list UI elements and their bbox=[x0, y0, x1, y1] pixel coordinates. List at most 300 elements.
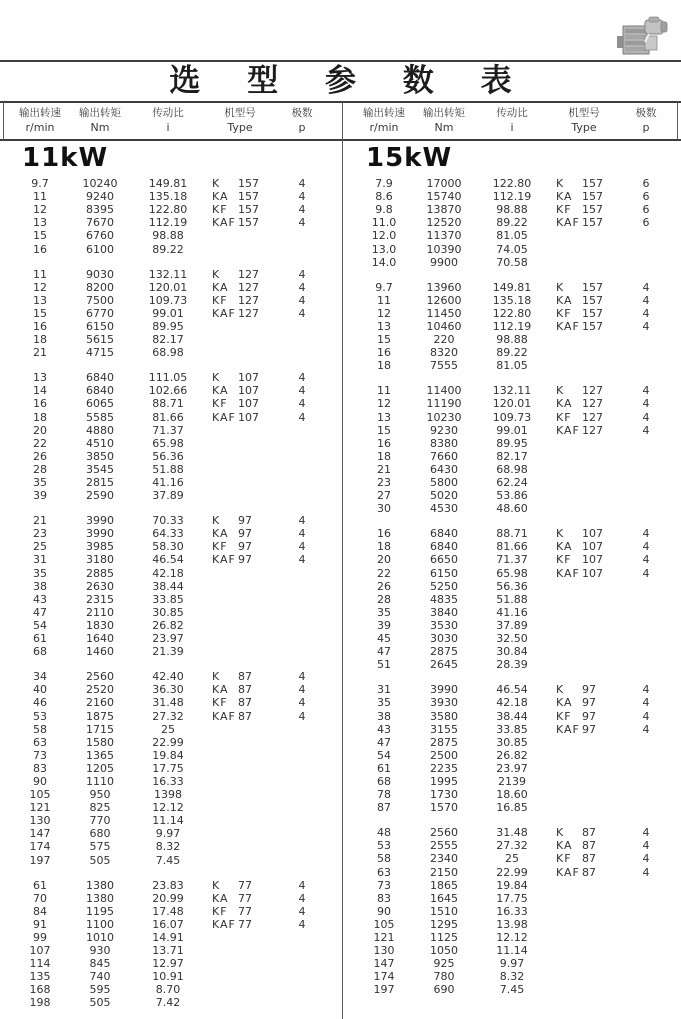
torque-cell: 845 bbox=[89, 957, 111, 971]
type-prefix-cell: K bbox=[212, 371, 221, 385]
table-row bbox=[356, 242, 681, 255]
poles-cell: 4 bbox=[642, 553, 650, 567]
power-heading-15kw: 15kW bbox=[366, 143, 453, 173]
torque-cell: 6840 bbox=[86, 371, 114, 385]
ratio-cell: 88.71 bbox=[496, 527, 528, 541]
speed-cell: 28 bbox=[33, 462, 47, 476]
torque-cell: 6840 bbox=[86, 384, 114, 398]
torque-cell: 1640 bbox=[86, 632, 114, 646]
torque-cell: 1865 bbox=[430, 878, 458, 892]
speed-cell: 68 bbox=[33, 645, 47, 659]
ratio-cell: 22.99 bbox=[152, 735, 184, 749]
section-15kw bbox=[342, 142, 681, 1019]
ratio-cell: 16.07 bbox=[152, 917, 184, 931]
ratio-cell: 8.70 bbox=[155, 983, 181, 997]
type-prefix-cell: KA bbox=[556, 696, 573, 710]
torque-cell: 1295 bbox=[430, 917, 458, 931]
ratio-cell: 89.22 bbox=[152, 242, 184, 256]
ratio-cell: 62.24 bbox=[496, 476, 528, 490]
col-header-type-unit: Type bbox=[227, 120, 253, 134]
torque-cell: 2235 bbox=[430, 761, 458, 775]
torque-cell: 690 bbox=[433, 983, 455, 997]
type-prefix-cell: KAF bbox=[556, 319, 580, 333]
speed-cell: 197 bbox=[373, 983, 395, 997]
torque-cell: 3155 bbox=[430, 722, 458, 736]
torque-cell: 9230 bbox=[430, 423, 458, 437]
torque-cell: 2875 bbox=[430, 645, 458, 659]
ratio-cell: 17.75 bbox=[152, 761, 184, 775]
col-header-ratio-unit: i bbox=[166, 120, 170, 134]
speed-cell: 18 bbox=[377, 359, 391, 373]
speed-cell: 15 bbox=[33, 306, 47, 320]
ratio-cell: 48.60 bbox=[496, 502, 528, 516]
table-row bbox=[12, 736, 342, 749]
type-prefix-cell: KA bbox=[212, 683, 229, 697]
ratio-cell: 120.01 bbox=[148, 280, 188, 294]
ratio-cell: 33.85 bbox=[152, 592, 184, 606]
torque-cell: 10460 bbox=[426, 319, 462, 333]
speed-cell: 35 bbox=[33, 476, 47, 490]
ratio-cell: 13.71 bbox=[152, 944, 184, 958]
table-row bbox=[12, 216, 342, 229]
poles-cell: 4 bbox=[642, 410, 650, 424]
poles-cell: 4 bbox=[298, 904, 306, 918]
type-prefix-cell: KA bbox=[556, 839, 573, 853]
type-size-cell: 97 bbox=[582, 696, 596, 710]
col-header-poles-unit: p bbox=[298, 120, 306, 134]
ratio-cell: 16.85 bbox=[496, 801, 528, 815]
col-header-torque bbox=[412, 106, 476, 135]
type-prefix-cell: K bbox=[212, 878, 221, 892]
ratio-cell: 25 bbox=[505, 852, 519, 866]
torque-cell: 13870 bbox=[426, 203, 462, 217]
ratio-cell: 89.22 bbox=[496, 346, 528, 360]
speed-cell: 15 bbox=[33, 229, 47, 243]
torque-cell: 575 bbox=[89, 840, 111, 854]
poles-cell: 4 bbox=[298, 384, 306, 398]
table-row bbox=[356, 892, 681, 905]
ratio-block bbox=[12, 371, 342, 502]
speed-cell: 121 bbox=[29, 801, 51, 815]
type-prefix-cell: KA bbox=[212, 190, 229, 204]
type-prefix-cell: KAF bbox=[556, 865, 580, 879]
torque-cell: 3990 bbox=[430, 683, 458, 697]
table-row bbox=[12, 983, 342, 996]
ratio-cell: 1398 bbox=[154, 788, 182, 802]
table-row bbox=[12, 723, 342, 736]
poles-cell: 4 bbox=[298, 553, 306, 567]
speed-cell: 73 bbox=[377, 878, 391, 892]
ratio-cell: 30.85 bbox=[496, 735, 528, 749]
speed-cell: 114 bbox=[29, 957, 51, 971]
torque-cell: 2815 bbox=[86, 476, 114, 490]
torque-cell: 3180 bbox=[86, 553, 114, 567]
torque-cell: 2875 bbox=[430, 735, 458, 749]
torque-cell: 12520 bbox=[426, 216, 462, 230]
speed-cell: 91 bbox=[33, 917, 47, 931]
table-row bbox=[12, 957, 342, 970]
ratio-cell: 120.01 bbox=[492, 397, 532, 411]
speed-cell: 16 bbox=[377, 527, 391, 541]
speed-cell: 13 bbox=[377, 319, 391, 333]
col-header-poles-zh: 极数 bbox=[635, 107, 657, 120]
torque-cell: 11190 bbox=[426, 397, 462, 411]
table-row bbox=[12, 580, 342, 593]
table-body bbox=[0, 142, 681, 1019]
table-row bbox=[356, 203, 681, 216]
torque-cell: 505 bbox=[89, 853, 111, 867]
torque-cell: 2885 bbox=[86, 566, 114, 580]
col-header-type-zh: 机型号 bbox=[224, 107, 256, 120]
table-row bbox=[12, 294, 342, 307]
ratio-block bbox=[12, 268, 342, 360]
torque-cell: 220 bbox=[433, 333, 455, 347]
type-size-cell: 107 bbox=[238, 410, 259, 424]
speed-cell: 53 bbox=[377, 839, 391, 853]
table-row bbox=[356, 788, 681, 801]
type-prefix-cell: K bbox=[556, 683, 565, 697]
torque-cell: 6430 bbox=[430, 462, 458, 476]
ratio-cell: 112.19 bbox=[492, 190, 532, 204]
ratio-block bbox=[356, 384, 681, 515]
poles-cell: 4 bbox=[298, 670, 306, 684]
ratio-cell: 68.98 bbox=[152, 346, 184, 360]
torque-cell: 13960 bbox=[426, 280, 462, 294]
table-row bbox=[356, 580, 681, 593]
type-size-cell: 127 bbox=[582, 397, 603, 411]
type-size-cell: 107 bbox=[582, 540, 603, 554]
poles-cell: 4 bbox=[642, 566, 650, 580]
poles-cell: 4 bbox=[642, 839, 650, 853]
table-row bbox=[12, 619, 342, 632]
type-size-cell: 87 bbox=[238, 670, 252, 684]
type-size-cell: 107 bbox=[582, 527, 603, 541]
ratio-cell: 41.16 bbox=[152, 476, 184, 490]
torque-cell: 5615 bbox=[86, 333, 114, 347]
ratio-cell: 38.44 bbox=[496, 709, 528, 723]
table-row bbox=[356, 463, 681, 476]
ratio-cell: 46.54 bbox=[496, 683, 528, 697]
type-prefix-cell: KF bbox=[556, 709, 572, 723]
torque-cell: 10230 bbox=[426, 410, 462, 424]
speed-cell: 147 bbox=[29, 827, 51, 841]
table-row bbox=[356, 307, 681, 320]
table-row bbox=[12, 489, 342, 502]
type-prefix-cell: KAF bbox=[556, 566, 580, 580]
table-row bbox=[12, 905, 342, 918]
table-row bbox=[356, 397, 681, 410]
table-row bbox=[12, 281, 342, 294]
speed-cell: 84 bbox=[33, 904, 47, 918]
speed-cell: 107 bbox=[29, 944, 51, 958]
torque-cell: 7670 bbox=[86, 216, 114, 230]
type-prefix-cell: KF bbox=[212, 540, 228, 554]
table-row bbox=[12, 514, 342, 527]
speed-cell: 12 bbox=[33, 280, 47, 294]
table-row bbox=[12, 996, 342, 1009]
speed-cell: 47 bbox=[377, 735, 391, 749]
type-prefix-cell: KA bbox=[212, 527, 229, 541]
col-header-torque bbox=[68, 106, 132, 135]
type-size-cell: 107 bbox=[582, 553, 603, 567]
table-row bbox=[356, 839, 681, 852]
ratio-block bbox=[12, 177, 342, 256]
ratio-cell: 70.58 bbox=[496, 255, 528, 269]
torque-cell: 1010 bbox=[86, 931, 114, 945]
ratio-cell: 23.97 bbox=[152, 632, 184, 646]
torque-cell: 1730 bbox=[430, 788, 458, 802]
ratio-cell: 21.39 bbox=[152, 645, 184, 659]
type-prefix-cell: K bbox=[212, 267, 221, 281]
power-heading-11kw: 11kW bbox=[22, 143, 109, 173]
type-prefix-cell: K bbox=[212, 670, 221, 684]
table-row bbox=[12, 540, 342, 553]
type-size-cell: 107 bbox=[582, 566, 603, 580]
torque-cell: 2645 bbox=[430, 658, 458, 672]
torque-cell: 1510 bbox=[430, 904, 458, 918]
speed-cell: 34 bbox=[33, 670, 47, 684]
poles-cell: 4 bbox=[298, 917, 306, 931]
speed-cell: 27 bbox=[377, 489, 391, 503]
type-size-cell: 157 bbox=[582, 306, 603, 320]
speed-cell: 18 bbox=[377, 449, 391, 463]
ratio-cell: 36.30 bbox=[152, 683, 184, 697]
speed-cell: 31 bbox=[377, 683, 391, 697]
type-size-cell: 97 bbox=[582, 683, 596, 697]
table-row bbox=[12, 788, 342, 801]
speed-cell: 70 bbox=[33, 891, 47, 905]
torque-cell: 2560 bbox=[86, 670, 114, 684]
table-row bbox=[356, 593, 681, 606]
speed-cell: 13.0 bbox=[371, 242, 397, 256]
torque-cell: 1380 bbox=[86, 878, 114, 892]
type-size-cell: 127 bbox=[238, 293, 259, 307]
ratio-cell: 89.95 bbox=[496, 436, 528, 450]
type-prefix-cell: KAF bbox=[212, 917, 236, 931]
ratio-cell: 81.66 bbox=[496, 540, 528, 554]
table-row bbox=[356, 333, 681, 346]
speed-cell: 23 bbox=[33, 527, 47, 541]
speed-cell: 39 bbox=[33, 489, 47, 503]
table-header-right bbox=[342, 103, 681, 139]
table-row bbox=[356, 346, 681, 359]
ratio-cell: 64.33 bbox=[152, 527, 184, 541]
table-row bbox=[12, 397, 342, 410]
table-row bbox=[356, 775, 681, 788]
table-row bbox=[12, 242, 342, 255]
ratio-cell: 135.18 bbox=[492, 293, 532, 307]
torque-cell: 8395 bbox=[86, 203, 114, 217]
ratio-cell: 31.48 bbox=[496, 826, 528, 840]
torque-cell: 6065 bbox=[86, 397, 114, 411]
col-header-speed-unit: r/min bbox=[369, 120, 399, 134]
torque-cell: 4880 bbox=[86, 423, 114, 437]
type-size-cell: 87 bbox=[238, 683, 252, 697]
ratio-cell: 26.82 bbox=[152, 618, 184, 632]
type-prefix-cell: KA bbox=[212, 280, 229, 294]
ratio-cell: 7.45 bbox=[155, 853, 181, 867]
type-prefix-cell: KAF bbox=[556, 722, 580, 736]
ratio-cell: 99.01 bbox=[152, 306, 184, 320]
torque-cell: 1645 bbox=[430, 891, 458, 905]
table-row bbox=[12, 606, 342, 619]
torque-cell: 12600 bbox=[426, 293, 462, 307]
header-right-border bbox=[677, 102, 678, 140]
type-size-cell: 157 bbox=[238, 177, 259, 191]
type-size-cell: 127 bbox=[582, 410, 603, 424]
ratio-cell: 30.84 bbox=[496, 645, 528, 659]
type-prefix-cell: KA bbox=[556, 540, 573, 554]
table-row bbox=[356, 294, 681, 307]
type-prefix-cell: KA bbox=[556, 293, 573, 307]
torque-cell: 925 bbox=[433, 957, 455, 971]
ratio-block bbox=[356, 527, 681, 671]
col-header-ratio-zh: 传动比 bbox=[152, 107, 184, 120]
table-row bbox=[356, 216, 681, 229]
ratio-cell: 19.84 bbox=[496, 878, 528, 892]
poles-cell: 4 bbox=[298, 216, 306, 230]
speed-cell: 12 bbox=[377, 306, 391, 320]
speed-cell: 11 bbox=[377, 384, 391, 398]
type-size-cell: 87 bbox=[582, 852, 596, 866]
table-row bbox=[356, 632, 681, 645]
torque-cell: 1050 bbox=[430, 944, 458, 958]
type-size-cell: 87 bbox=[582, 826, 596, 840]
ratio-cell: 37.89 bbox=[152, 489, 184, 503]
table-row bbox=[12, 346, 342, 359]
ratio-block bbox=[356, 177, 681, 269]
ratio-cell: 109.73 bbox=[492, 410, 532, 424]
table-row bbox=[12, 683, 342, 696]
table-row bbox=[356, 281, 681, 294]
ratio-cell: 16.33 bbox=[496, 904, 528, 918]
ratio-cell: 132.11 bbox=[492, 384, 532, 398]
type-size-cell: 97 bbox=[238, 514, 252, 528]
speed-cell: 38 bbox=[33, 579, 47, 593]
torque-cell: 740 bbox=[89, 970, 111, 984]
poles-cell: 4 bbox=[298, 190, 306, 204]
table-row bbox=[12, 827, 342, 840]
torque-cell: 6150 bbox=[86, 319, 114, 333]
table-row bbox=[356, 696, 681, 709]
table-row bbox=[12, 307, 342, 320]
speed-cell: 25 bbox=[33, 540, 47, 554]
torque-cell: 10390 bbox=[426, 242, 462, 256]
speed-cell: 14.0 bbox=[371, 255, 397, 269]
torque-cell: 4715 bbox=[86, 346, 114, 360]
table-header-band bbox=[0, 103, 681, 139]
ratio-cell: 46.54 bbox=[152, 553, 184, 567]
type-size-cell: 97 bbox=[238, 527, 252, 541]
table-row bbox=[356, 957, 681, 970]
speed-cell: 16 bbox=[377, 436, 391, 450]
speed-cell: 174 bbox=[29, 840, 51, 854]
col-header-ratio bbox=[476, 106, 548, 135]
ratio-cell: 65.98 bbox=[152, 436, 184, 450]
type-prefix-cell: KF bbox=[212, 203, 228, 217]
torque-cell: 3850 bbox=[86, 449, 114, 463]
speed-cell: 39 bbox=[377, 618, 391, 632]
ratio-cell: 41.16 bbox=[496, 605, 528, 619]
type-size-cell: 97 bbox=[582, 722, 596, 736]
speed-cell: 99 bbox=[33, 931, 47, 945]
torque-cell: 4510 bbox=[86, 436, 114, 450]
speed-cell: 11 bbox=[33, 267, 47, 281]
type-prefix-cell: KF bbox=[212, 397, 228, 411]
table-row bbox=[12, 463, 342, 476]
type-size-cell: 127 bbox=[582, 423, 603, 437]
speed-cell: 12 bbox=[377, 397, 391, 411]
ratio-cell: 16.33 bbox=[152, 774, 184, 788]
ratio-cell: 17.75 bbox=[496, 891, 528, 905]
ratio-cell: 18.60 bbox=[496, 788, 528, 802]
col-header-poles bbox=[276, 106, 328, 135]
ratio-block bbox=[356, 826, 681, 996]
type-prefix-cell: KA bbox=[212, 384, 229, 398]
poles-cell: 6 bbox=[642, 216, 650, 230]
table-row bbox=[356, 384, 681, 397]
ratio-block bbox=[356, 281, 681, 373]
type-prefix-cell: KF bbox=[212, 904, 228, 918]
gearmotor-illustration bbox=[615, 12, 673, 62]
torque-cell: 2315 bbox=[86, 592, 114, 606]
table-row bbox=[356, 749, 681, 762]
table-row bbox=[356, 489, 681, 502]
speed-cell: 121 bbox=[373, 931, 395, 945]
type-prefix-cell: K bbox=[556, 384, 565, 398]
type-size-cell: 157 bbox=[582, 319, 603, 333]
ratio-cell: 23.97 bbox=[496, 761, 528, 775]
ratio-cell: 81.05 bbox=[496, 229, 528, 243]
ratio-cell: 132.11 bbox=[148, 267, 188, 281]
torque-cell: 9030 bbox=[86, 267, 114, 281]
type-size-cell: 97 bbox=[238, 540, 252, 554]
speed-cell: 135 bbox=[29, 970, 51, 984]
table-row bbox=[12, 801, 342, 814]
section-11kw bbox=[0, 142, 342, 1019]
speed-cell: 61 bbox=[33, 632, 47, 646]
poles-cell: 4 bbox=[642, 826, 650, 840]
type-size-cell: 87 bbox=[238, 709, 252, 723]
type-prefix-cell: KF bbox=[556, 852, 572, 866]
col-header-speed-zh: 输出转速 bbox=[363, 107, 405, 120]
ratio-cell: 42.18 bbox=[496, 696, 528, 710]
table-row bbox=[12, 567, 342, 580]
table-row bbox=[356, 723, 681, 736]
ratio-cell: 8.32 bbox=[499, 970, 525, 984]
ratio-cell: 98.88 bbox=[496, 333, 528, 347]
table-row bbox=[356, 983, 681, 996]
torque-cell: 9240 bbox=[86, 190, 114, 204]
torque-cell: 1830 bbox=[86, 618, 114, 632]
type-size-cell: 107 bbox=[238, 397, 259, 411]
table-row bbox=[12, 476, 342, 489]
ratio-cell: 109.73 bbox=[148, 293, 188, 307]
ratio-cell: 32.50 bbox=[496, 632, 528, 646]
torque-cell: 1460 bbox=[86, 645, 114, 659]
ratio-cell: 7.42 bbox=[155, 996, 181, 1010]
table-row bbox=[12, 879, 342, 892]
type-prefix-cell: K bbox=[556, 280, 565, 294]
speed-cell: 8.6 bbox=[375, 190, 393, 204]
table-row bbox=[12, 190, 342, 203]
ratio-cell: 70.33 bbox=[152, 514, 184, 528]
torque-cell: 11450 bbox=[426, 306, 462, 320]
table-row bbox=[356, 801, 681, 814]
type-prefix-cell: KAF bbox=[212, 709, 236, 723]
col-header-speed-unit: r/min bbox=[25, 120, 55, 134]
table-row bbox=[12, 749, 342, 762]
